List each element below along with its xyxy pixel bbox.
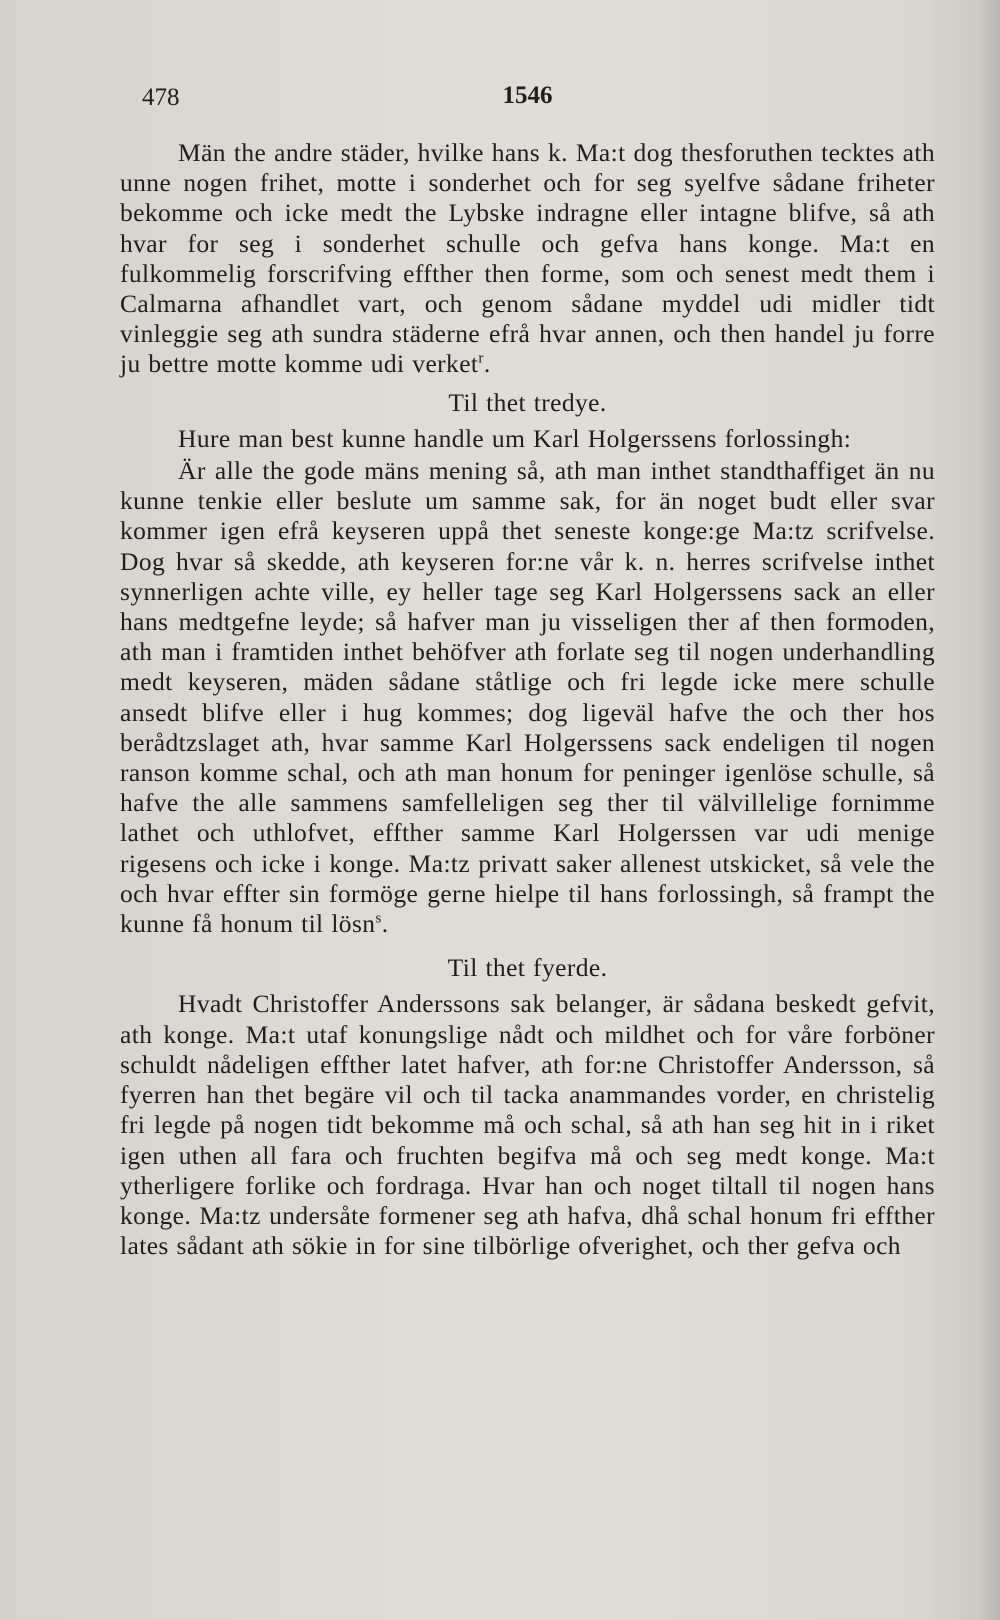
paragraph-3-text: Är alle the gode mäns mening så, ath man inthet standthaffiget än nu kunne tenkie eller beslute um samme sak, for än noget budt eller svar kommer igen efrå keyseren uppå thet seneste konge:ge Ma:tz scrifvelse. Dog hvar så skedde, ath keyseren for:ne vår k. n. herres scrifvelse inthet synnerligen achte ville, ey heller tage seg Karl Holgerssens sack an eller hans medtgefne leyde; så hafver man ju visseligen ther af then formoden, ath man i framtiden inthet behöfver ath forlate seg til nogen underhandling medt keyseren, mäden sådane ståtlige och fri legde icke mere schulle ansedt blifve eller i hug kommes; dog ligeväl hafve the och ther hos berådtzslaget ath, hvar samme Karl Holgerssens sack endeligen til nogen ranson komme schal, och ath man honum for peninger igenlöse schulle, så hafve the alle sammens samfelleligen seg ther til välvillelige fornimme lathet och uthlofvet, effther samme Karl Holgerssen var udi menige rigesens och icke i konge. Ma:tz privatt saker allenest utskicket, så vele the och hvar effter sin formöge gerne hielpe til hans forlossingh, så frampt the kunne få honum til lösn <box>120 456 935 939</box>
paragraph-1-end: . <box>483 349 491 379</box>
body-text <box>120 138 935 1261</box>
footnote-mark-r: r <box>478 350 484 367</box>
page-number: 478 <box>142 84 180 111</box>
running-head-year: 1546 <box>502 82 553 109</box>
paragraph-2: Hure man best kunne handle um Karl Holgerssens forlossingh: <box>178 423 852 453</box>
paragraph-1-text: Män the andre städer, hvilke hans k. Ma:t dog thesforuthen tecktes ath unne nogen frihet, motte i sonderhet och for seg syelfve sådane friheter bekomme och icke medt the Lybske indragne eller intagne blifve, så ath hvar for seg i sonderhet schulle och gefva hans konge. Ma:t en fulkommelig forscrifving effther then forme, som och senest medt them i Calmarna afhandlet vart, och genom sådane myddel udi midler tidt vinleggie seg ath sundra städerne efrå hvar annen, och then handel ju forre ju bettre motte komme udi verket <box>120 138 935 379</box>
paragraph-4: Hvadt Christoffer Anderssons sak belanger, är sådana beskedt gefvit, ath konge. Ma:t utaf konungslige nådt och mildhet och for våre forböner schuldt nådeligen effther latet hafver, ath for:ne Christoffer Andersson, så fyerren han thet begäre vil och til tacka anammandes vorder, en christelig fri legde på nogen tidt bekomme må och schal, så ath han seg hit in i riket igen uthen all fara och fruchten begifva må och seg medt konge. Ma:t ytherligere forlike och fordraga. Hvar han och noget tiltall til nogen hans konge. Ma:tz undersåte formener seg ath hafva, dhå schal honum fri effther lates sådant ath sökie in for sine tilbörlige ofverighet, och ther gefva och <box>120 989 935 1261</box>
section-heading-fyerde: Til thet fyerde. <box>447 953 608 983</box>
page-header <box>120 84 935 124</box>
section-heading-tredye: Til thet tredye. <box>448 387 607 417</box>
paragraph-3 <box>120 456 935 939</box>
paragraph-3-end: . <box>381 909 389 939</box>
paragraph-1 <box>120 138 935 380</box>
footnote-mark-s: s <box>375 910 382 927</box>
